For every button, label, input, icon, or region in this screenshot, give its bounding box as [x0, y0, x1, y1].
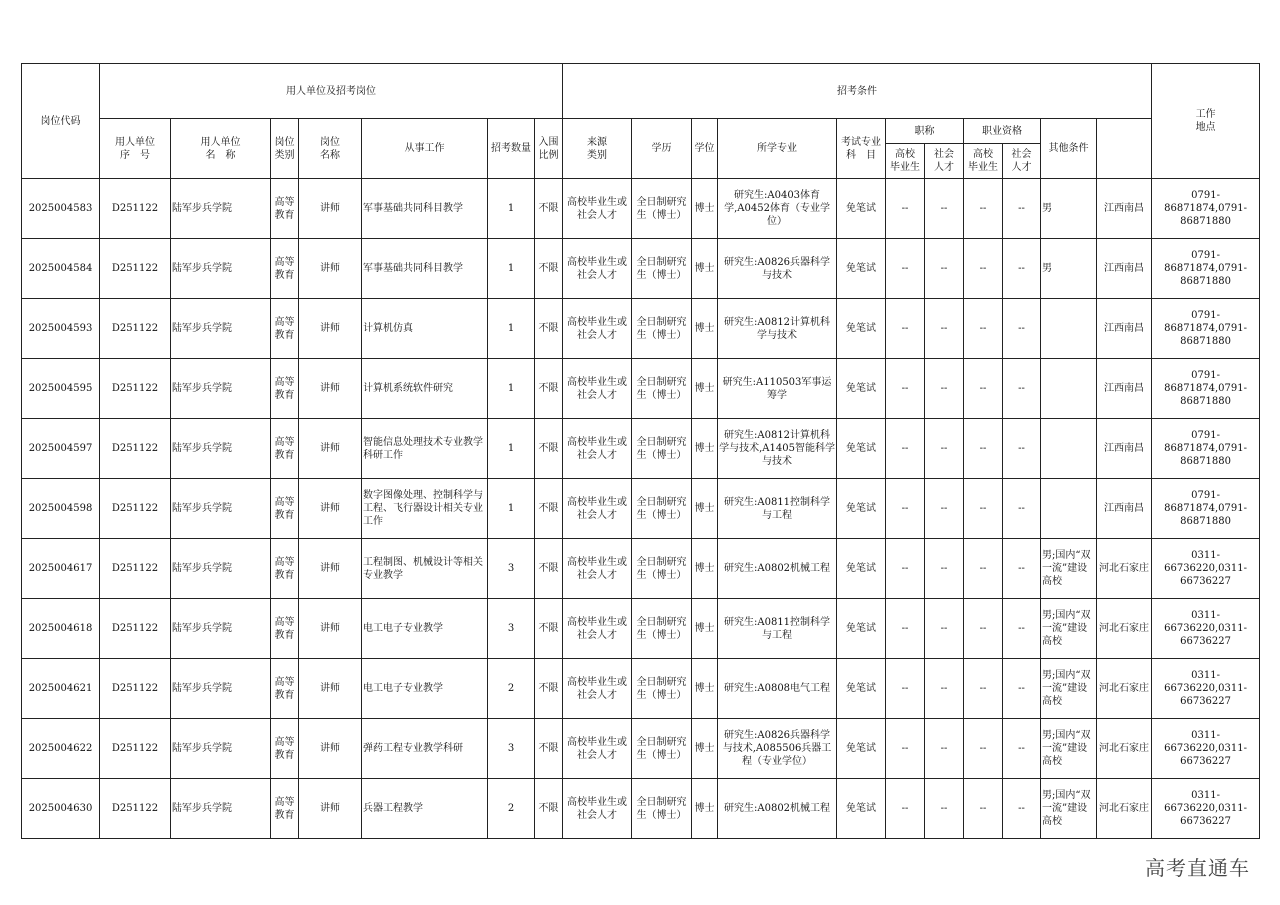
cell-education: 全日制研究生（博士）	[632, 779, 692, 839]
cell-code: 2025004597	[22, 419, 100, 479]
header-qual-grad: 高校 毕业生	[964, 144, 1003, 179]
header-title: 职称	[886, 119, 964, 144]
cell-other: 男;国内“双一流”建设高校	[1041, 599, 1097, 659]
cell-pos-name: 讲师	[299, 659, 362, 719]
cell-education: 全日制研究生（博士）	[632, 719, 692, 779]
cell-location: 江西南昌	[1097, 479, 1152, 539]
watermark-text: 高考直通车	[1145, 856, 1250, 880]
cell-unit-no: D251122	[100, 659, 171, 719]
cell-degree: 博士	[692, 179, 718, 239]
cell-education: 全日制研究生（博士）	[632, 179, 692, 239]
cell-title-social: --	[925, 179, 964, 239]
cell-source: 高校毕业生或社会人才	[563, 299, 632, 359]
cell-unit-no: D251122	[100, 539, 171, 599]
cell-source: 高校毕业生或社会人才	[563, 419, 632, 479]
cell-other	[1041, 359, 1097, 419]
header-unit-group: 用人单位及招考岗位	[100, 64, 563, 119]
cell-unit-name: 陆军步兵学院	[171, 599, 271, 659]
cell-code: 2025004617	[22, 539, 100, 599]
cell-location: 江西南昌	[1097, 179, 1152, 239]
cell-pos-type: 高等教育	[271, 719, 299, 779]
cell-code: 2025004595	[22, 359, 100, 419]
header-pos-type: 岗位 类别	[271, 119, 299, 179]
cell-pos-name: 讲师	[299, 719, 362, 779]
cell-work: 电工电子专业教学	[362, 599, 488, 659]
cell-qual-social: --	[1003, 779, 1041, 839]
header-title-grad: 高校 毕业生	[886, 144, 925, 179]
cell-qual-grad: --	[964, 719, 1003, 779]
cell-work: 电工电子专业教学	[362, 659, 488, 719]
cell-qual-grad: --	[964, 599, 1003, 659]
header-education: 学历	[632, 119, 692, 179]
header-ratio: 入围 比例	[535, 119, 563, 179]
cell-source: 高校毕业生或社会人才	[563, 599, 632, 659]
cell-education: 全日制研究生（博士）	[632, 539, 692, 599]
cell-qual-grad: --	[964, 419, 1003, 479]
cell-code: 2025004593	[22, 299, 100, 359]
cell-major: 研究生:A0811控制科学与工程	[718, 599, 837, 659]
cell-count: 3	[488, 599, 535, 659]
cell-degree: 博士	[692, 419, 718, 479]
table-row	[22, 359, 1260, 419]
cell-other	[1041, 419, 1097, 479]
cell-unit-no: D251122	[100, 359, 171, 419]
cell-major: 研究生:A0826兵器科学与技术	[718, 239, 837, 299]
cell-location: 江西南昌	[1097, 359, 1152, 419]
table-row	[22, 599, 1260, 659]
cell-ratio: 不限	[535, 419, 563, 479]
cell-pos-type: 高等教育	[271, 239, 299, 299]
cell-major: 研究生:A0403体育学,A0452体育（专业学位）	[718, 179, 837, 239]
cell-exam: 免笔试	[837, 179, 886, 239]
cell-qual-grad: --	[964, 239, 1003, 299]
cell-source: 高校毕业生或社会人才	[563, 539, 632, 599]
cell-pos-name: 讲师	[299, 599, 362, 659]
cell-code: 2025004630	[22, 779, 100, 839]
cell-title-grad: --	[886, 239, 925, 299]
cell-code: 2025004583	[22, 179, 100, 239]
cell-pos-type: 高等教育	[271, 419, 299, 479]
cell-major: 研究生:A0802机械工程	[718, 539, 837, 599]
cell-count: 1	[488, 479, 535, 539]
cell-work: 军事基础共同科目教学	[362, 239, 488, 299]
cell-degree: 博士	[692, 299, 718, 359]
cell-major: 研究生:A110503军事运筹学	[718, 359, 837, 419]
cell-work: 工程制图、机械设计等相关专业教学	[362, 539, 488, 599]
cell-other: 男;国内“双一流”建设高校	[1041, 539, 1097, 599]
cell-unit-name: 陆军步兵学院	[171, 479, 271, 539]
header-condition-group: 招考条件	[563, 64, 1152, 119]
cell-unit-no: D251122	[100, 419, 171, 479]
cell-degree: 博士	[692, 479, 718, 539]
cell-qual-social: --	[1003, 299, 1041, 359]
cell-phone: 0791-86871874,0791-86871880	[1152, 479, 1260, 539]
cell-unit-name: 陆军步兵学院	[171, 419, 271, 479]
header-unit-name: 用人单位 名 称	[171, 119, 271, 179]
cell-qual-grad: --	[964, 479, 1003, 539]
cell-qual-social: --	[1003, 179, 1041, 239]
cell-degree: 博士	[692, 359, 718, 419]
cell-pos-name: 讲师	[299, 179, 362, 239]
cell-count: 3	[488, 539, 535, 599]
cell-pos-name: 讲师	[299, 539, 362, 599]
cell-major: 研究生:A0826兵器科学与技术,A085506兵器工程（专业学位）	[718, 719, 837, 779]
cell-title-social: --	[925, 299, 964, 359]
cell-unit-name: 陆军步兵学院	[171, 299, 271, 359]
cell-ratio: 不限	[535, 479, 563, 539]
cell-title-grad: --	[886, 179, 925, 239]
cell-degree: 博士	[692, 719, 718, 779]
cell-education: 全日制研究生（博士）	[632, 299, 692, 359]
cell-source: 高校毕业生或社会人才	[563, 659, 632, 719]
cell-qual-social: --	[1003, 659, 1041, 719]
cell-source: 高校毕业生或社会人才	[563, 719, 632, 779]
cell-pos-name: 讲师	[299, 359, 362, 419]
table-row	[22, 539, 1260, 599]
cell-ratio: 不限	[535, 239, 563, 299]
cell-unit-name: 陆军步兵学院	[171, 359, 271, 419]
cell-code: 2025004622	[22, 719, 100, 779]
cell-qual-grad: --	[964, 539, 1003, 599]
cell-unit-no: D251122	[100, 239, 171, 299]
cell-code: 2025004621	[22, 659, 100, 719]
cell-title-grad: --	[886, 539, 925, 599]
header-unit-no: 用人单位 序 号	[100, 119, 171, 179]
cell-ratio: 不限	[535, 779, 563, 839]
cell-code: 2025004584	[22, 239, 100, 299]
cell-title-grad: --	[886, 359, 925, 419]
table-row	[22, 659, 1260, 719]
cell-ratio: 不限	[535, 359, 563, 419]
cell-pos-type: 高等教育	[271, 359, 299, 419]
header-qual-social: 社会 人才	[1003, 144, 1041, 179]
cell-exam: 免笔试	[837, 779, 886, 839]
cell-count: 2	[488, 779, 535, 839]
cell-code: 2025004618	[22, 599, 100, 659]
header-code: 岗位代码	[22, 64, 100, 179]
cell-unit-name: 陆军步兵学院	[171, 719, 271, 779]
cell-qual-grad: --	[964, 359, 1003, 419]
cell-qual-social: --	[1003, 539, 1041, 599]
cell-unit-name: 陆军步兵学院	[171, 179, 271, 239]
cell-other	[1041, 299, 1097, 359]
cell-title-grad: --	[886, 299, 925, 359]
cell-phone: 0311-66736220,0311-66736227	[1152, 599, 1260, 659]
cell-exam: 免笔试	[837, 599, 886, 659]
cell-exam: 免笔试	[837, 359, 886, 419]
cell-major: 研究生:A0811控制科学与工程	[718, 479, 837, 539]
cell-phone: 0791-86871874,0791-86871880	[1152, 179, 1260, 239]
cell-degree: 博士	[692, 539, 718, 599]
cell-phone: 0311-66736220,0311-66736227	[1152, 659, 1260, 719]
header-count: 招考数量	[488, 119, 535, 179]
cell-location: 河北石家庄	[1097, 659, 1152, 719]
cell-count: 1	[488, 419, 535, 479]
cell-ratio: 不限	[535, 299, 563, 359]
cell-pos-type: 高等教育	[271, 179, 299, 239]
cell-qual-grad: --	[964, 179, 1003, 239]
cell-location: 河北石家庄	[1097, 539, 1152, 599]
cell-title-social: --	[925, 659, 964, 719]
cell-title-social: --	[925, 479, 964, 539]
cell-qual-social: --	[1003, 479, 1041, 539]
cell-qual-grad: --	[964, 779, 1003, 839]
cell-source: 高校毕业生或社会人才	[563, 779, 632, 839]
cell-qual-grad: --	[964, 299, 1003, 359]
cell-pos-type: 高等教育	[271, 599, 299, 659]
cell-other: 男;国内“双一流”建设高校	[1041, 719, 1097, 779]
cell-pos-name: 讲师	[299, 299, 362, 359]
cell-code: 2025004598	[22, 479, 100, 539]
cell-major: 研究生:A0802机械工程	[718, 779, 837, 839]
cell-phone: 0791-86871874,0791-86871880	[1152, 299, 1260, 359]
cell-education: 全日制研究生（博士）	[632, 599, 692, 659]
cell-count: 1	[488, 239, 535, 299]
cell-unit-no: D251122	[100, 179, 171, 239]
cell-other: 男	[1041, 179, 1097, 239]
cell-title-social: --	[925, 539, 964, 599]
header-pos-name: 岗位 名称	[299, 119, 362, 179]
cell-work: 军事基础共同科目教学	[362, 179, 488, 239]
table-row	[22, 479, 1260, 539]
cell-exam: 免笔试	[837, 239, 886, 299]
cell-title-grad: --	[886, 419, 925, 479]
cell-major: 研究生:A0812计算机科学与技术,A1405智能科学与技术	[718, 419, 837, 479]
cell-qual-social: --	[1003, 719, 1041, 779]
cell-work: 弹药工程专业教学科研	[362, 719, 488, 779]
cell-count: 2	[488, 659, 535, 719]
table-row	[22, 299, 1260, 359]
cell-unit-no: D251122	[100, 479, 171, 539]
cell-phone: 0791-86871874,0791-86871880	[1152, 359, 1260, 419]
cell-phone: 0791-86871874,0791-86871880	[1152, 239, 1260, 299]
cell-qual-social: --	[1003, 359, 1041, 419]
table-row	[22, 719, 1260, 779]
cell-unit-no: D251122	[100, 779, 171, 839]
cell-count: 1	[488, 359, 535, 419]
cell-education: 全日制研究生（博士）	[632, 479, 692, 539]
cell-degree: 博士	[692, 659, 718, 719]
cell-ratio: 不限	[535, 599, 563, 659]
cell-other: 男;国内“双一流”建设高校	[1041, 779, 1097, 839]
cell-ratio: 不限	[535, 179, 563, 239]
cell-exam: 免笔试	[837, 539, 886, 599]
cell-ratio: 不限	[535, 539, 563, 599]
table-row	[22, 179, 1260, 239]
table-row	[22, 419, 1260, 479]
cell-unit-name: 陆军步兵学院	[171, 239, 271, 299]
cell-phone: 0791-86871874,0791-86871880	[1152, 419, 1260, 479]
header-major: 所学专业	[718, 119, 837, 179]
cell-ratio: 不限	[535, 719, 563, 779]
cell-work: 智能信息处理技术专业教学科研工作	[362, 419, 488, 479]
cell-ratio: 不限	[535, 659, 563, 719]
cell-unit-no: D251122	[100, 719, 171, 779]
header-work: 从事工作	[362, 119, 488, 179]
cell-phone: 0311-66736220,0311-66736227	[1152, 539, 1260, 599]
cell-count: 1	[488, 299, 535, 359]
recruitment-table	[21, 63, 1260, 839]
cell-unit-no: D251122	[100, 299, 171, 359]
cell-exam: 免笔试	[837, 719, 886, 779]
header-title-social: 社会 人才	[925, 144, 964, 179]
header-location: 工作 地点	[1152, 64, 1260, 179]
table-row	[22, 779, 1260, 839]
cell-other: 男;国内“双一流”建设高校	[1041, 659, 1097, 719]
cell-unit-no: D251122	[100, 599, 171, 659]
cell-other	[1041, 479, 1097, 539]
cell-location: 江西南昌	[1097, 299, 1152, 359]
cell-location: 江西南昌	[1097, 419, 1152, 479]
cell-qual-social: --	[1003, 599, 1041, 659]
header-other: 其他条件	[1041, 119, 1097, 179]
cell-exam: 免笔试	[837, 299, 886, 359]
cell-phone: 0311-66736220,0311-66736227	[1152, 719, 1260, 779]
cell-exam: 免笔试	[837, 479, 886, 539]
cell-pos-type: 高等教育	[271, 779, 299, 839]
cell-pos-type: 高等教育	[271, 659, 299, 719]
cell-unit-name: 陆军步兵学院	[171, 659, 271, 719]
cell-education: 全日制研究生（博士）	[632, 419, 692, 479]
header-degree: 学位	[692, 119, 718, 179]
cell-work: 数字图像处理、控制科学与工程、飞行器设计相关专业工作	[362, 479, 488, 539]
cell-count: 3	[488, 719, 535, 779]
cell-title-grad: --	[886, 479, 925, 539]
cell-pos-name: 讲师	[299, 779, 362, 839]
cell-title-grad: --	[886, 599, 925, 659]
cell-pos-type: 高等教育	[271, 299, 299, 359]
cell-pos-name: 讲师	[299, 239, 362, 299]
cell-title-grad: --	[886, 779, 925, 839]
cell-pos-type: 高等教育	[271, 539, 299, 599]
header-source: 来源 类别	[563, 119, 632, 179]
cell-qual-grad: --	[964, 659, 1003, 719]
cell-title-social: --	[925, 419, 964, 479]
cell-title-social: --	[925, 599, 964, 659]
cell-source: 高校毕业生或社会人才	[563, 359, 632, 419]
cell-title-social: --	[925, 359, 964, 419]
cell-work: 计算机仿真	[362, 299, 488, 359]
cell-source: 高校毕业生或社会人才	[563, 479, 632, 539]
cell-title-grad: --	[886, 659, 925, 719]
cell-pos-name: 讲师	[299, 479, 362, 539]
cell-title-social: --	[925, 779, 964, 839]
cell-pos-type: 高等教育	[271, 479, 299, 539]
cell-education: 全日制研究生（博士）	[632, 239, 692, 299]
cell-location: 河北石家庄	[1097, 599, 1152, 659]
cell-count: 1	[488, 179, 535, 239]
cell-unit-name: 陆军步兵学院	[171, 779, 271, 839]
header-exam: 考试专业 科 目	[837, 119, 886, 179]
cell-location: 河北石家庄	[1097, 719, 1152, 779]
cell-degree: 博士	[692, 239, 718, 299]
cell-pos-name: 讲师	[299, 419, 362, 479]
cell-phone: 0311-66736220,0311-66736227	[1152, 779, 1260, 839]
cell-education: 全日制研究生（博士）	[632, 359, 692, 419]
cell-qual-social: --	[1003, 239, 1041, 299]
cell-source: 高校毕业生或社会人才	[563, 179, 632, 239]
cell-education: 全日制研究生（博士）	[632, 659, 692, 719]
cell-title-social: --	[925, 719, 964, 779]
cell-degree: 博士	[692, 599, 718, 659]
cell-unit-name: 陆军步兵学院	[171, 539, 271, 599]
cell-title-social: --	[925, 239, 964, 299]
cell-degree: 博士	[692, 779, 718, 839]
cell-exam: 免笔试	[837, 659, 886, 719]
cell-location: 河北石家庄	[1097, 779, 1152, 839]
cell-other: 男	[1041, 239, 1097, 299]
cell-major: 研究生:A0808电气工程	[718, 659, 837, 719]
cell-location: 江西南昌	[1097, 239, 1152, 299]
cell-major: 研究生:A0812计算机科学与技术	[718, 299, 837, 359]
cell-source: 高校毕业生或社会人才	[563, 239, 632, 299]
table-row	[22, 239, 1260, 299]
header-qual: 职业资格	[964, 119, 1041, 144]
cell-title-grad: --	[886, 719, 925, 779]
cell-qual-social: --	[1003, 419, 1041, 479]
cell-work: 计算机系统软件研究	[362, 359, 488, 419]
cell-exam: 免笔试	[837, 419, 886, 479]
cell-work: 兵器工程教学	[362, 779, 488, 839]
